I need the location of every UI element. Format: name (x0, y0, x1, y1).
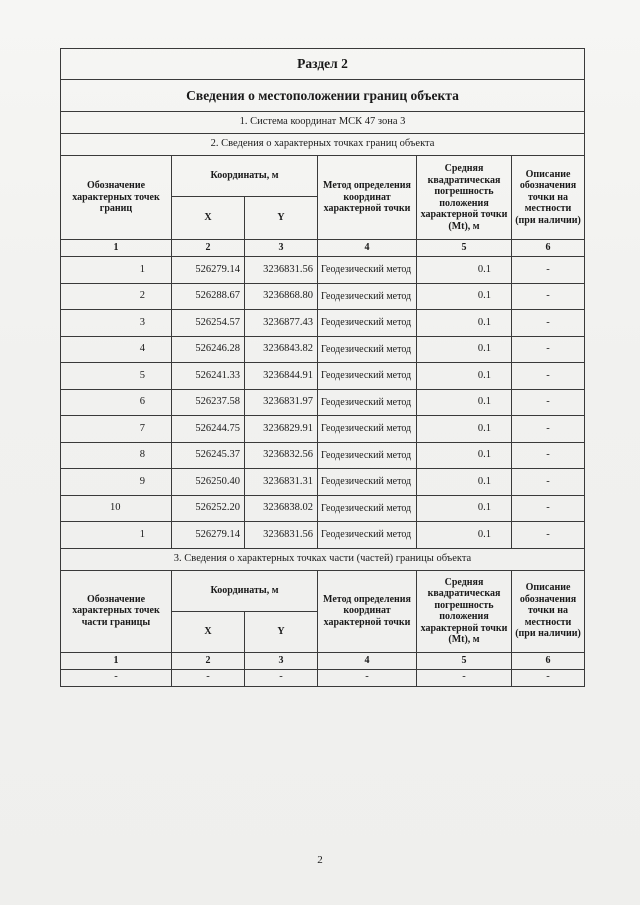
header-accuracy: Средняя квадратическая погрешность положения характерной точки (Mt), м (417, 156, 512, 240)
cell-point: 10 (61, 495, 172, 522)
cell-y: 3236831.97 (245, 389, 318, 416)
column-number: 3 (245, 240, 318, 257)
section-heading: Раздел 2 (61, 49, 585, 80)
cell-mt: 0.1 (417, 416, 512, 443)
cell-x: 526254.57 (172, 310, 245, 337)
column-numbers-row (61, 240, 585, 257)
cell-x: 526244.75 (172, 416, 245, 443)
table-row (61, 257, 585, 284)
part3-title: 3. Сведения о характерных точках части (частей) границы объекта (61, 548, 585, 570)
header-description-part: Описание обозначения точки на местности (при наличии) (512, 570, 585, 652)
cell-y: 3236877.43 (245, 310, 318, 337)
column-numbers-row-part (61, 652, 585, 669)
column-number: 1 (61, 240, 172, 257)
cell-mt: 0.1 (417, 442, 512, 469)
cell-x: 526245.37 (172, 442, 245, 469)
cell-point: 5 (61, 363, 172, 390)
column-number: 6 (512, 240, 585, 257)
table-row (61, 363, 585, 390)
column-number: 2 (172, 652, 245, 669)
table-row (61, 522, 585, 549)
cell-desc: - (512, 389, 585, 416)
cell-y: 3236831.31 (245, 469, 318, 496)
cell-desc: - (512, 336, 585, 363)
cell-desc: - (512, 257, 585, 284)
empty-part-row (61, 669, 585, 686)
cell-point: 8 (61, 442, 172, 469)
table-cell: - (318, 669, 417, 686)
header-x-part: X (172, 611, 245, 652)
table-row (61, 283, 585, 310)
cell-y: 3236843.82 (245, 336, 318, 363)
cell-method: Геодезический метод (318, 336, 417, 363)
cell-x: 526246.28 (172, 336, 245, 363)
cell-x: 526279.14 (172, 257, 245, 284)
cell-x: 526252.20 (172, 495, 245, 522)
cell-mt: 0.1 (417, 310, 512, 337)
cell-mt: 0.1 (417, 283, 512, 310)
document-title: Сведения о местоположении границ объекта (61, 80, 585, 112)
cell-method: Геодезический метод (318, 522, 417, 549)
part2-title: 2. Сведения о характерных точках границ объекта (61, 134, 585, 156)
table-row (61, 469, 585, 496)
coord-system: 1. Система координат МСК 47 зона 3 (61, 112, 585, 134)
cell-x: 526237.58 (172, 389, 245, 416)
cell-x: 526279.14 (172, 522, 245, 549)
cell-method: Геодезический метод (318, 495, 417, 522)
column-number: 6 (512, 652, 585, 669)
cell-point: 7 (61, 416, 172, 443)
cell-mt: 0.1 (417, 495, 512, 522)
column-number: 4 (318, 652, 417, 669)
cell-y: 3236832.56 (245, 442, 318, 469)
header-method: Метод определения координат характерной точки (318, 156, 417, 240)
cell-point: 1 (61, 522, 172, 549)
boundary-table (60, 48, 585, 687)
cell-point: 2 (61, 283, 172, 310)
table-cell: - (417, 669, 512, 686)
cell-desc: - (512, 283, 585, 310)
column-number: 1 (61, 652, 172, 669)
column-number: 4 (318, 240, 417, 257)
table-row (61, 389, 585, 416)
cell-desc: - (512, 310, 585, 337)
cell-mt: 0.1 (417, 389, 512, 416)
cell-point: 3 (61, 310, 172, 337)
header-y-part: Y (245, 611, 318, 652)
table-cell: - (245, 669, 318, 686)
cell-point: 9 (61, 469, 172, 496)
column-number: 3 (245, 652, 318, 669)
table-row (61, 442, 585, 469)
table-cell: - (61, 669, 172, 686)
cell-y: 3236868.80 (245, 283, 318, 310)
table-row (61, 310, 585, 337)
table-row (61, 416, 585, 443)
cell-method: Геодезический метод (318, 416, 417, 443)
cell-method: Геодезический метод (318, 389, 417, 416)
cell-point: 6 (61, 389, 172, 416)
cell-mt: 0.1 (417, 469, 512, 496)
header-accuracy-part: Средняя квадратическая погрешность положения характерной точки (Mt), м (417, 570, 512, 652)
cell-x: 526288.67 (172, 283, 245, 310)
header-description: Описание обозначения точки на местности (при наличии) (512, 156, 585, 240)
cell-method: Геодезический метод (318, 257, 417, 284)
cell-method: Геодезический метод (318, 442, 417, 469)
cell-point: 1 (61, 257, 172, 284)
header-coords: Координаты, м (172, 156, 318, 197)
cell-mt: 0.1 (417, 522, 512, 549)
cell-desc: - (512, 522, 585, 549)
cell-y: 3236829.91 (245, 416, 318, 443)
table-cell: - (512, 669, 585, 686)
page-number: 2 (317, 854, 323, 866)
cell-mt: 0.1 (417, 257, 512, 284)
cell-x: 526250.40 (172, 469, 245, 496)
cell-y: 3236831.56 (245, 257, 318, 284)
cell-mt: 0.1 (417, 336, 512, 363)
header-designation-part: Обозначение характерных точек части границы (61, 570, 172, 652)
cell-method: Геодезический метод (318, 363, 417, 390)
cell-y: 3236831.56 (245, 522, 318, 549)
cell-desc: - (512, 416, 585, 443)
cell-mt: 0.1 (417, 363, 512, 390)
cell-point: 4 (61, 336, 172, 363)
header-method-part: Метод определения координат характерной точки (318, 570, 417, 652)
cell-desc: - (512, 442, 585, 469)
table-row (61, 336, 585, 363)
cell-method: Геодезический метод (318, 310, 417, 337)
header-y: Y (245, 197, 318, 240)
cell-x: 526241.33 (172, 363, 245, 390)
cell-y: 3236838.02 (245, 495, 318, 522)
cell-y: 3236844.91 (245, 363, 318, 390)
column-number: 5 (417, 652, 512, 669)
table-cell: - (172, 669, 245, 686)
cell-method: Геодезический метод (318, 283, 417, 310)
cell-method: Геодезический метод (318, 469, 417, 496)
column-number: 5 (417, 240, 512, 257)
header-x: X (172, 197, 245, 240)
cell-desc: - (512, 469, 585, 496)
cell-desc: - (512, 495, 585, 522)
cell-desc: - (512, 363, 585, 390)
column-number: 2 (172, 240, 245, 257)
table-row (61, 495, 585, 522)
header-designation: Обозначение характерных точек границ (61, 156, 172, 240)
header-coords-part: Координаты, м (172, 570, 318, 611)
